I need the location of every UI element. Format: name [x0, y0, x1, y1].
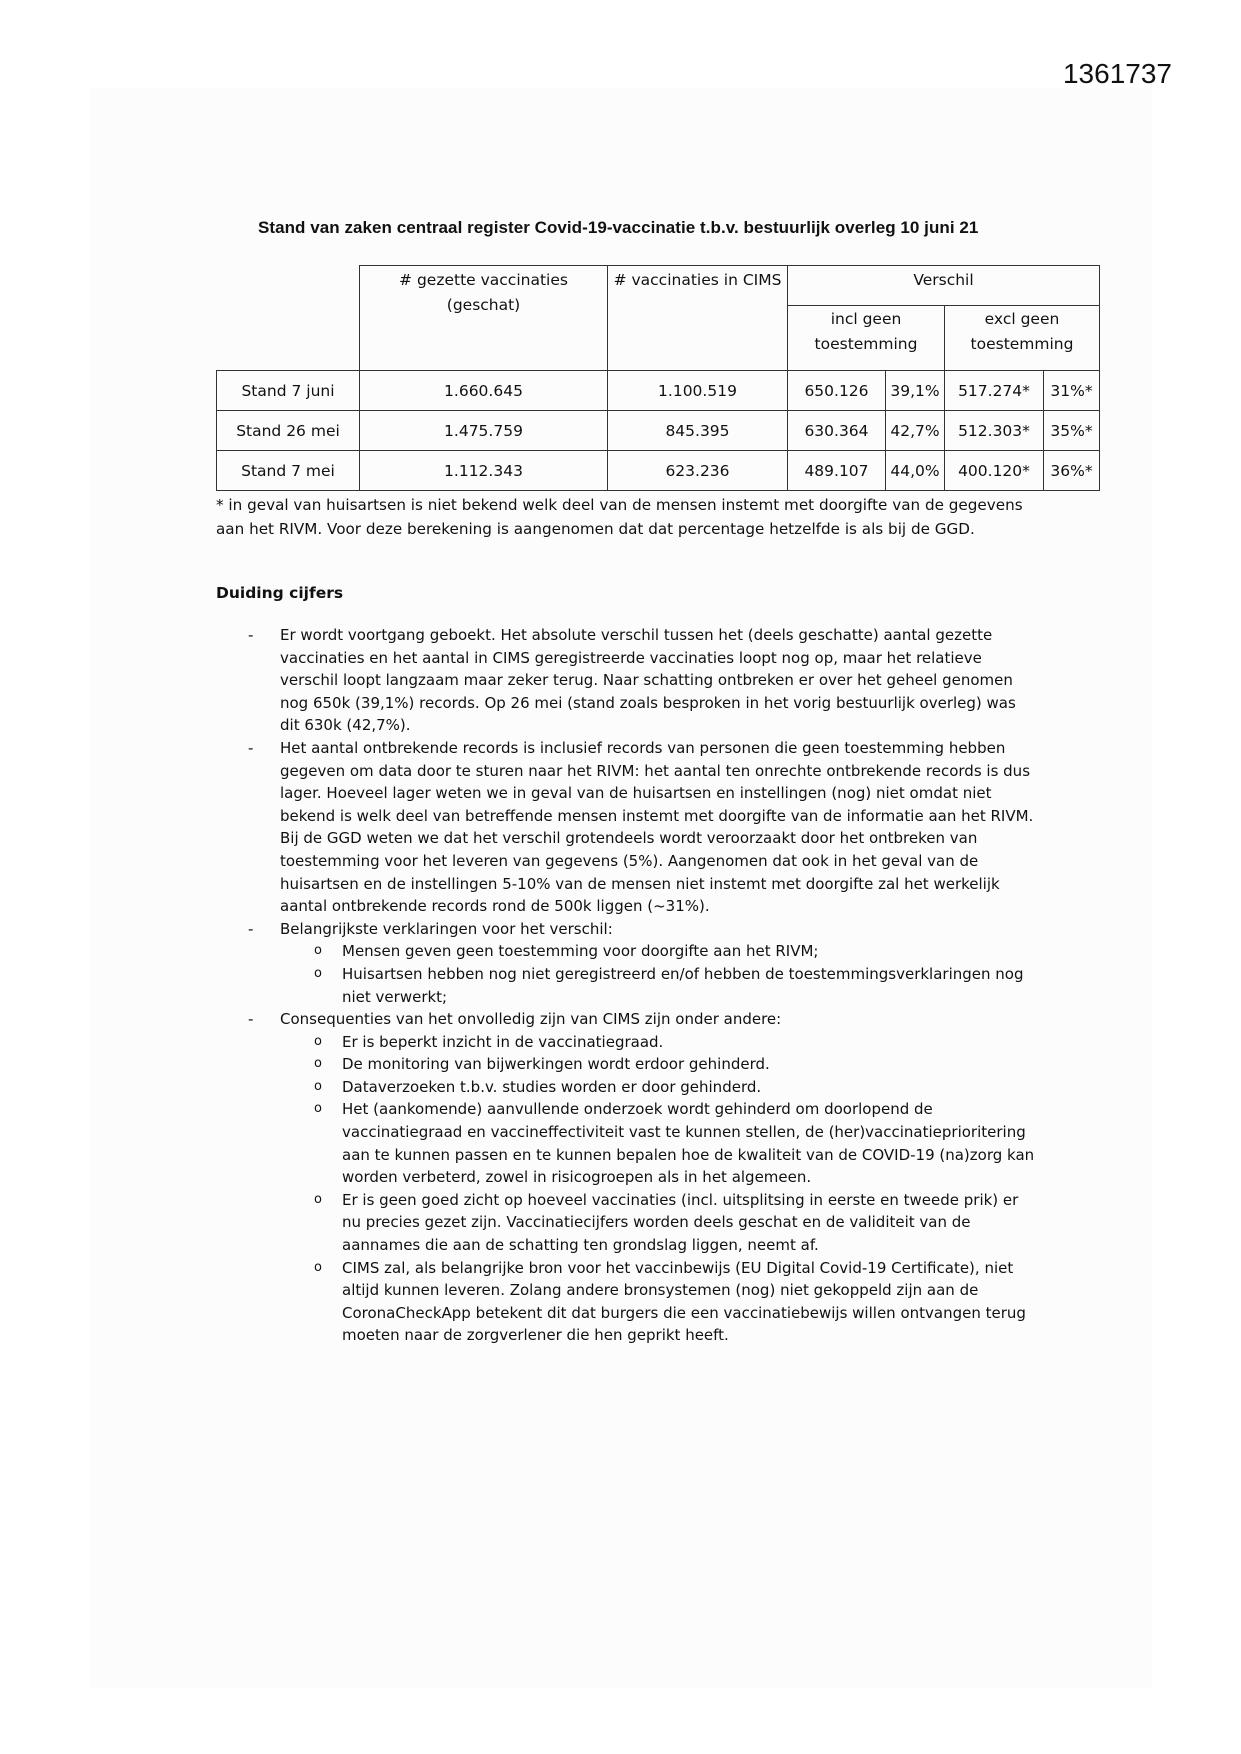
cell-incl-pct: 42,7% [886, 411, 945, 451]
row-label: Stand 7 juni [217, 371, 360, 411]
sub-bullet-text: CIMS zal, als belangrijke bron voor het vaccinbewijs (EU Digital Covid-19 Certificate), niet altijd kunnen leveren. Zolang andere bronsystemen (nog) niet gekoppeld zijn aan de CoronaCheckApp betekent dit dat burgers die een vaccinatiebewijs willen ontvangen terug moeten naar de zorgverlener die hen geprikt heeft. [342, 1258, 1026, 1345]
dash-bullet: - [248, 738, 254, 757]
sub-bullet-text: Mensen geven geen toestemming voor doorgifte aan het RIVM; [342, 942, 819, 961]
section-heading: Duiding cijfers [216, 584, 344, 602]
sub-list-item [248, 1098, 1038, 1188]
dash-bullet: - [248, 919, 254, 938]
bullet-text: Consequenties van het onvolledig zijn van CIMS zijn onder andere: [280, 1010, 782, 1029]
document-title: Stand van zaken centraal register Covid-19-vaccinatie t.b.v. bestuurlijk overleg 10 juni 21 [258, 218, 979, 237]
list-item [248, 624, 1038, 737]
circle-bullet: o [314, 1033, 322, 1049]
cell-incl-pct: 44,0% [886, 451, 945, 491]
row-label: Stand 26 mei [217, 411, 360, 451]
sub-list-item [248, 1189, 1038, 1257]
findings-list [248, 624, 1038, 1347]
sub-list-item [248, 963, 1038, 1008]
cell-cims: 1.100.519 [608, 371, 788, 411]
list-item [248, 1008, 1038, 1031]
bullet-text: Het aantal ontbrekende records is inclusief records van personen die geen toestemming hebben gegeven om data door te sturen naar het RIVM: het aantal ten onrechte ontbrekende records is dus lager. Hoeveel lager weten we in geval van de huisartsen en instellingen (nog) niet omdat niet bekend is welk deel van betreffende mensen instemt met doorgifte van de informatie aan het RIVM. Bij de GGD weten we dat het verschil grotendeels wordt veroorzaakt door het ontbreken van toestemming voor het leveren van gegevens (5%). Aangenomen dat ook in het geval van de huisartsen en de instellingen 5-10% van de mensen niet instemt met doorgifte zal het werkelijk aantal ontbrekende records rond de 500k liggen (~31%). [280, 738, 1034, 916]
table-row [217, 371, 1100, 411]
sub-list-item [248, 1076, 1038, 1099]
dash-bullet: - [248, 1010, 254, 1029]
circle-bullet: o [314, 1259, 322, 1275]
list-item [248, 918, 1038, 941]
sub-bullet-text: Er is geen goed zicht op hoeveel vaccinaties (incl. uitsplitsing in eerste en tweede prik) er nu precies gezet zijn. Vaccinatiecijfers worden deels geschat en de validiteit van de aannames die aan de schatting ten grondslag liggen, neemt af. [342, 1190, 1019, 1255]
cell-incl-pct: 39,1% [886, 371, 945, 411]
sub-list-item [248, 1053, 1038, 1076]
vaccination-stats-table [216, 265, 1100, 491]
sub-bullet-text: Het (aankomende) aanvullende onderzoek wordt gehinderd om doorlopend de vaccinatiegraad en vaccineffectiviteit vast te kunnen stellen, de (her)vaccinatieprioritering aan te kunnen passen en te kunnen bepalen hoe de kwaliteit van de COVID-19 (na)zorg kan worden verbeterd, zowel in risicogroepen als in het algemeen. [342, 1100, 1035, 1187]
list-item [248, 737, 1038, 918]
cell-cims: 623.236 [608, 451, 788, 491]
cell-cims: 845.395 [608, 411, 788, 451]
sub-list-item [248, 1257, 1038, 1347]
sub-bullet-text: Dataverzoeken t.b.v. studies worden er door gehinderd. [342, 1077, 762, 1096]
cell-gezette: 1.475.759 [360, 411, 608, 451]
table-row [217, 411, 1100, 451]
sub-bullet-text: Huisartsen hebben nog niet geregistreerd en/of hebben de toestemmingsverklaringen nog niet verwerkt; [342, 964, 1024, 1006]
cell-incl-abs: 630.364 [788, 411, 886, 451]
cell-excl-abs: 517.274* [945, 371, 1044, 411]
cell-excl-pct: 35%* [1044, 411, 1100, 451]
table-row [217, 451, 1100, 491]
circle-bullet: o [314, 1056, 322, 1072]
sub-bullet-text: Er is beperkt inzicht in de vaccinatiegraad. [342, 1032, 664, 1051]
dash-bullet: - [248, 626, 254, 644]
cell-excl-abs: 512.303* [945, 411, 1044, 451]
sub-bullet-text: De monitoring van bijwerkingen wordt erdoor gehinderd. [342, 1055, 770, 1074]
header-cims: # vaccinaties in CIMS [608, 266, 788, 371]
circle-bullet: o [314, 965, 322, 981]
circle-bullet: o [314, 943, 322, 959]
header-incl: incl geen toestemming [788, 306, 945, 371]
cell-incl-abs: 650.126 [788, 371, 886, 411]
table-footnote: * in geval van huisartsen is niet bekend welk deel van de mensen instemt met doorgifte van de gegevens aan het RIVM. Voor deze berekening is aangenomen dat dat percentage hetzelfde is als bij de GGD. [216, 496, 1023, 538]
bullet-text: Belangrijkste verklaringen voor het verschil: [280, 919, 613, 938]
cell-excl-pct: 31%* [1044, 371, 1100, 411]
header-gezette: # gezette vaccinaties (geschat) [360, 266, 608, 371]
header-excl: excl geen toestemming [945, 306, 1100, 371]
row-label: Stand 7 mei [217, 451, 360, 491]
cell-excl-abs: 400.120* [945, 451, 1044, 491]
circle-bullet: o [314, 1101, 322, 1117]
bullet-text: Er wordt voortgang geboekt. Het absolute verschil tussen het (deels geschatte) aantal gezette vaccinaties en het aantal in CIMS geregistreerde vaccinaties loopt nog op, maar het relatieve verschil loopt langzaam maar zeker terug. Naar schatting ontbreken er over het geheel genomen nog 650k (39,1%) records. Op 26 mei (stand zoals besproken in het vorig bestuurlijk overleg) was dit 630k (42,7%). [280, 626, 1016, 735]
circle-bullet: o [314, 1078, 322, 1094]
header-verschil: Verschil [788, 266, 1100, 306]
document-id: 1361737 [1062, 58, 1172, 89]
cell-gezette: 1.112.343 [360, 451, 608, 491]
sub-list-item [248, 1031, 1038, 1054]
sub-list-item [248, 940, 1038, 963]
table-corner [217, 266, 360, 371]
circle-bullet: o [314, 1191, 322, 1207]
cell-excl-pct: 36%* [1044, 451, 1100, 491]
cell-incl-abs: 489.107 [788, 451, 886, 491]
cell-gezette: 1.660.645 [360, 371, 608, 411]
